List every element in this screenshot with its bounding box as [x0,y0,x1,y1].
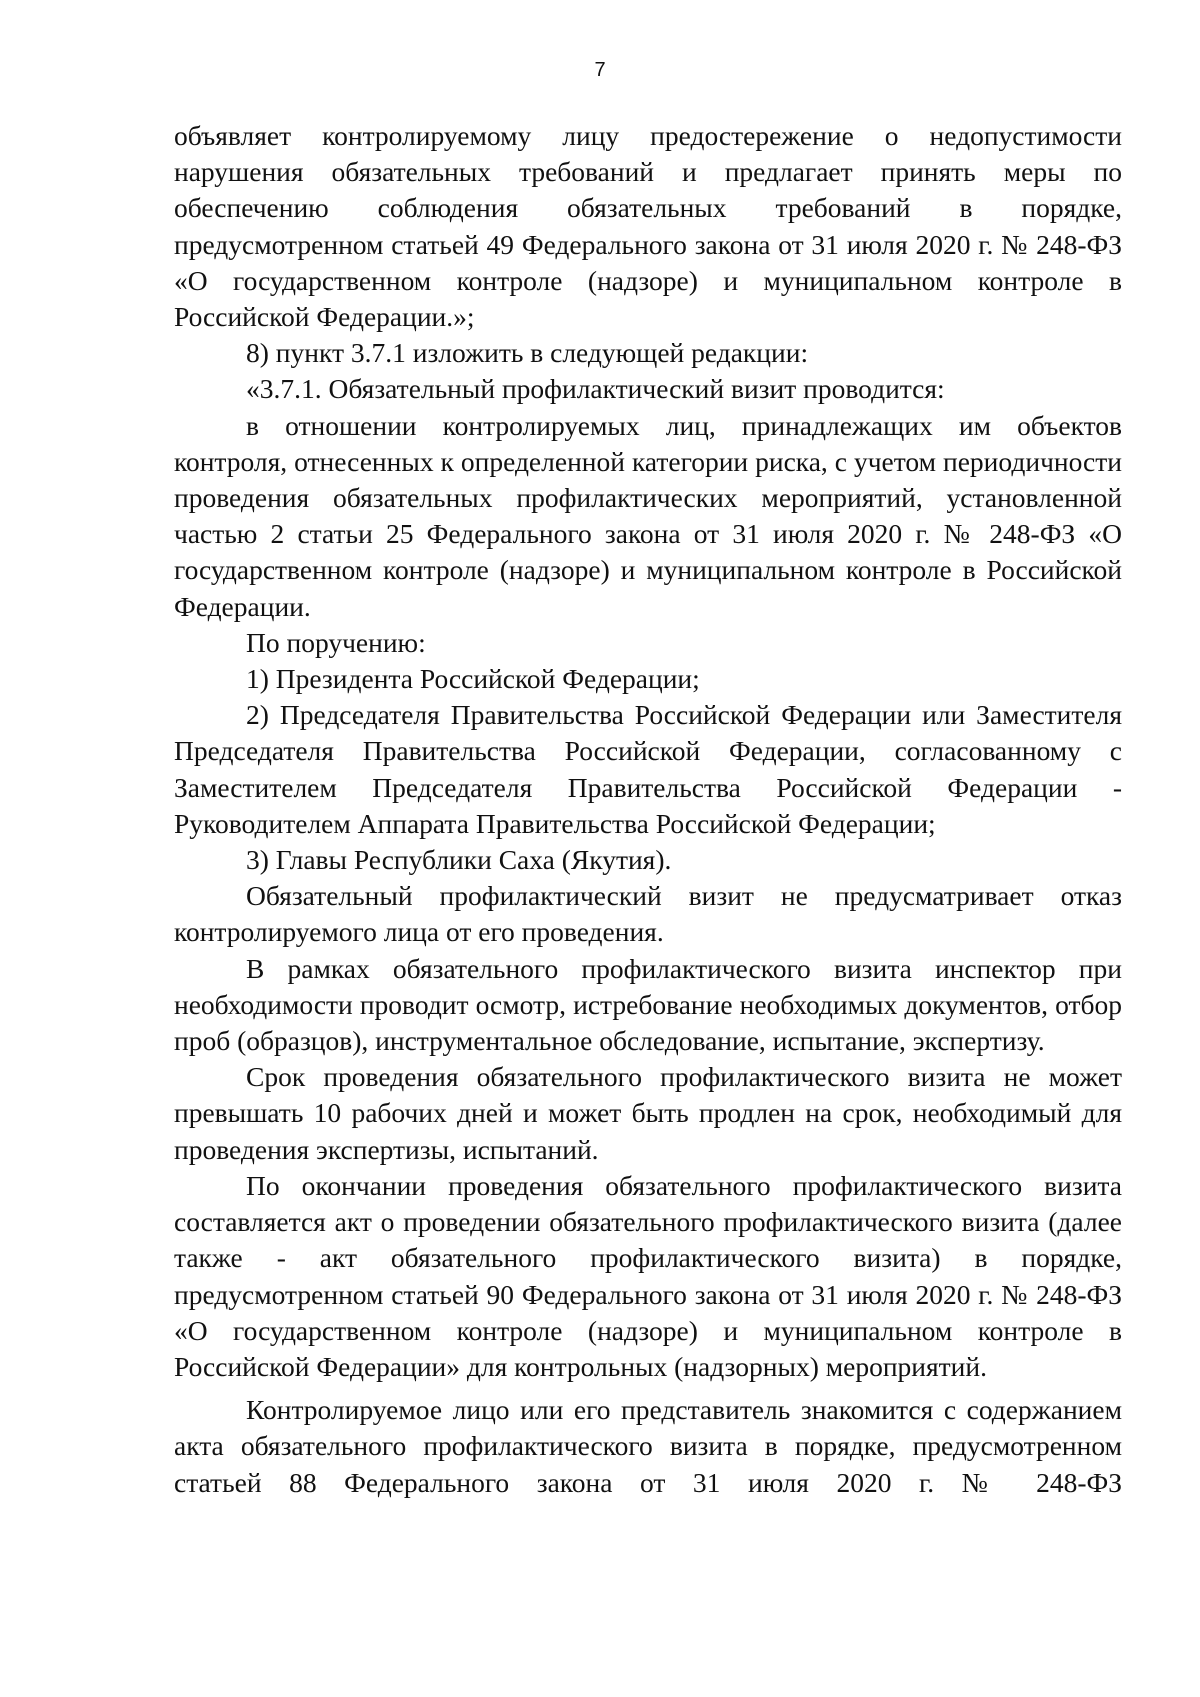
list-item-prime-minister: 2) Председателя Правительства Российской Федерации или Заместителя Председателя Правительства Российской Федерации, согласованному с Заместителем Председателя Правительства Российской Федерации - Руководителем Аппарата Правительства Российской Федерации; [174,699,1122,839]
page-number: 7 [594,59,606,81]
list-item-president: 1) Президента Российской Федерации; [246,663,700,695]
paragraph-preventive-warning: объявляет контролируемому лицу предостережение о недопустимости нарушения обязательных требований и предлагает принять меры по обеспечению соблюдения обязательных требований в порядке, предусмотренном статьей 49 Федерального закона от 31 июля 2020 г. № 248-ФЗ «О государственном контроле (надзоре) и муниципальном контроле в Российской Федерации.»; [174,120,1122,333]
paragraph-visit-duration: Срок проведения обязательного профилактического визита не может превышать 10 рабочих дней и может быть продлен на срок, необходимый для проведения экспертизы, испытаний. [174,1061,1122,1165]
list-item-head-of-republic: 3) Главы Республики Саха (Якутия). [246,844,672,876]
paragraph-amendment-item-8: 8) пункт 3.7.1 изложить в следующей редакции: [246,337,809,369]
paragraph-act-acknowledgement: Контролируемое лицо или его представитель знакомится с содержанием акта обязательного профилактического визита в порядке, предусмотренном статьей 88 Федерального закона от 31 июля 2020 г. № 248-ФЗ [174,1394,1122,1498]
paragraph-clause-3-7-1: «3.7.1. Обязательный профилактический визит проводится: [246,373,945,405]
document-body [174,118,1122,1501]
paragraph-inspector-actions: В рамках обязательного профилактического визита инспектор при необходимости проводит осмотр, истребование необходимых документов, отбор проб (образцов), инструментальное обследование, испытание, экспертизу. [174,952,1122,1057]
paragraph-visit-act: По окончании проведения обязательного профилактического визита составляется акт о проведении обязательного профилактического визита (далее также - акт обязательного профилактического визита) в порядке, предусмотренном статьей 90 Федерального закона от 31 июля 2020 г. № 248-ФЗ «О государственном контроле (надзоре) и муниципальном контроле в Российской Федерации» для контрольных (надзорных) мероприятий. [174,1169,1122,1382]
paragraph-risk-category: в отношении контролируемых лиц, принадлежащих им объектов контроля, отнесенных к определенной категории риска, с учетом периодичности проведения обязательных профилактических мероприятий, установленной частью 2 статьи 25 Федерального закона от 31 июля 2020 г. № 248-ФЗ «О государственном контроле (надзоре) и муниципальном контроле в Российской Федерации. [174,409,1122,622]
paragraph-no-refusal: Обязательный профилактический визит не предусматривает отказ контролируемого лица от его проведения. [174,880,1122,948]
paragraph-by-order: По поручению: [246,626,426,658]
